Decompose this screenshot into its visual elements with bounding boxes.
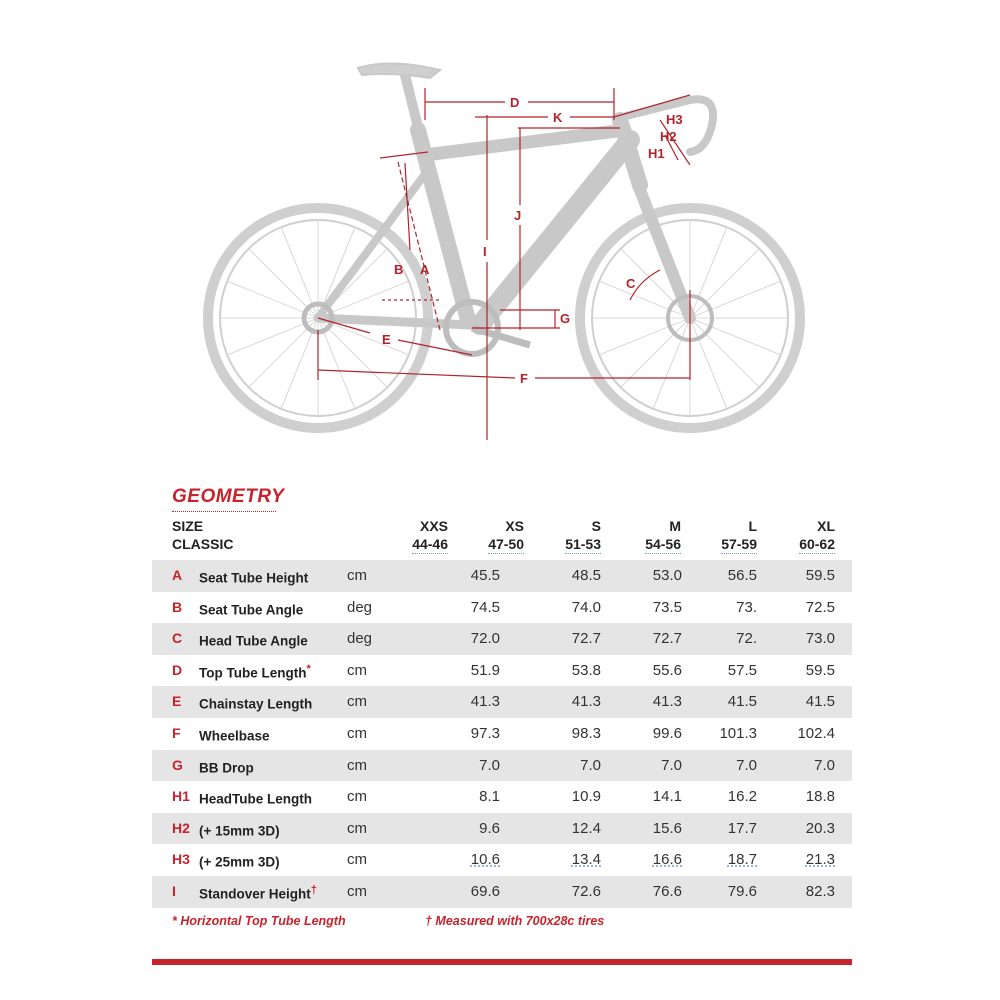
table-row — [152, 592, 852, 624]
value-xl: 102.4 — [797, 724, 835, 742]
row-letter: I — [172, 882, 176, 899]
dim-label-i: I — [483, 244, 487, 259]
row-unit: deg — [347, 630, 373, 648]
value-s: 13.4 — [571, 851, 601, 869]
value-m: 53.0 — [652, 567, 682, 584]
row-name: Standover Height† — [199, 883, 318, 902]
geometry-table — [152, 560, 852, 908]
top-tube — [425, 130, 625, 155]
value-l: 56.5 — [727, 567, 757, 584]
row-name: Seat Tube Height — [199, 570, 309, 586]
value-m: 41.3 — [652, 693, 682, 711]
head-tube — [620, 120, 640, 185]
table-row — [152, 876, 852, 908]
size-name: M — [669, 518, 681, 534]
table-row — [152, 623, 852, 655]
value-s: 74.0 — [571, 598, 601, 616]
dim-label-k: K — [553, 110, 563, 125]
value-s: 12.4 — [571, 819, 601, 837]
title-underline — [172, 511, 276, 512]
value-xs: 51.9 — [470, 661, 500, 679]
row-unit: deg — [347, 598, 373, 616]
size-header — [172, 517, 233, 553]
size-column-xl — [745, 517, 835, 554]
size-column-l — [667, 517, 757, 554]
value-m: 72.7 — [652, 630, 682, 648]
value-l: 101.3 — [719, 724, 757, 742]
value-l: 16.2 — [727, 788, 757, 806]
dim-label-h2: H2 — [660, 129, 677, 144]
value-s: 98.3 — [571, 724, 601, 742]
value-s: 10.9 — [571, 788, 601, 806]
row-unit: cm — [347, 882, 367, 900]
table-row — [152, 718, 852, 750]
bike-geometry-diagram — [0, 0, 1000, 470]
value-xs: 10.6 — [470, 851, 500, 869]
dim-label-d: D — [510, 95, 520, 110]
row-letter: E — [172, 693, 182, 710]
value-xl: 41.5 — [805, 693, 835, 711]
value-m: 73.5 — [652, 598, 682, 616]
size-name: L — [748, 518, 757, 534]
value-xs: 69.6 — [470, 882, 500, 900]
value-xs: 9.6 — [479, 819, 500, 837]
row-name: (+ 25mm 3D) — [199, 854, 280, 870]
value-l: 72. — [736, 630, 757, 648]
dim-label-h3: H3 — [666, 112, 683, 127]
dim-label-j: J — [514, 208, 522, 223]
size-range: 60-62 — [799, 536, 835, 552]
row-unit: cm — [347, 819, 367, 837]
model-label: CLASSIC — [172, 536, 234, 552]
dim-label-g: G — [560, 311, 571, 326]
row-letter: A — [172, 567, 183, 583]
value-xs: 41.3 — [470, 693, 500, 711]
row-letter: H3 — [172, 851, 190, 868]
row-unit: cm — [347, 661, 367, 679]
value-xl: 18.8 — [805, 788, 835, 806]
size-label: SIZE — [172, 518, 204, 534]
row-unit: cm — [347, 756, 367, 774]
value-l: 57.5 — [727, 661, 757, 679]
value-xl: 59.5 — [805, 661, 835, 679]
value-xl: 82.3 — [805, 882, 835, 900]
value-l: 73. — [736, 598, 757, 616]
row-unit: cm — [347, 788, 367, 806]
geometry-title: GEOMETRY — [172, 486, 285, 507]
value-xl: 21.3 — [805, 851, 835, 869]
table-row — [152, 813, 852, 845]
value-m: 76.6 — [652, 882, 682, 900]
value-s: 53.8 — [571, 661, 601, 679]
size-range: 44-46 — [412, 536, 448, 552]
dim-label-a: A — [420, 262, 430, 277]
size-column-s — [511, 517, 601, 554]
size-range: 54-56 — [645, 536, 681, 552]
row-name: Top Tube Length* — [199, 662, 311, 681]
value-m: 7.0 — [661, 756, 682, 774]
row-name: Wheelbase — [199, 728, 270, 744]
value-l: 7.0 — [736, 756, 757, 774]
size-name: XXS — [419, 518, 448, 534]
size-range: 57-59 — [721, 536, 757, 552]
row-letter: H2 — [172, 819, 190, 836]
saddle — [358, 63, 440, 78]
dim-label-c: C — [626, 276, 636, 291]
row-name: HeadTube Length — [199, 791, 312, 807]
row-name: (+ 15mm 3D) — [199, 823, 280, 839]
crank-arm — [472, 328, 530, 345]
row-letter: F — [172, 724, 181, 741]
footer-bar — [152, 959, 852, 965]
row-letter: C — [172, 630, 183, 647]
value-l: 41.5 — [727, 693, 757, 711]
value-xl: 20.3 — [805, 819, 835, 837]
value-xs: 45.5 — [470, 567, 500, 584]
row-unit: cm — [347, 567, 367, 584]
value-xs: 72.0 — [470, 630, 500, 648]
dim-label-e: E — [382, 332, 391, 347]
footnote-standover: † Measured with 700x28c tires — [425, 914, 605, 928]
value-l: 18.7 — [727, 851, 757, 869]
table-row — [152, 844, 852, 876]
footnote-top-tube: * Horizontal Top Tube Length — [172, 914, 346, 928]
row-letter: H1 — [172, 788, 190, 805]
value-s: 72.7 — [571, 630, 601, 648]
row-name: Chainstay Length — [199, 696, 313, 712]
row-name: Seat Tube Angle — [199, 602, 304, 618]
row-name: Head Tube Angle — [199, 633, 308, 649]
value-s: 72.6 — [571, 882, 601, 900]
down-tube — [480, 140, 630, 325]
value-s: 7.0 — [580, 756, 601, 774]
value-xl: 73.0 — [805, 630, 835, 648]
handlebar — [690, 99, 713, 152]
table-row — [152, 750, 852, 782]
size-range: 51-53 — [565, 536, 601, 552]
size-range: 47-50 — [488, 536, 524, 552]
row-letter: B — [172, 598, 183, 615]
size-name: XS — [505, 518, 524, 534]
value-xl: 59.5 — [805, 567, 835, 584]
value-s: 48.5 — [571, 567, 601, 584]
table-row — [152, 686, 852, 718]
size-name: XL — [817, 518, 835, 534]
dim-label-f: F — [520, 371, 528, 386]
row-unit: cm — [347, 724, 367, 742]
bike-illustration — [208, 63, 800, 428]
value-m: 14.1 — [652, 788, 682, 806]
size-name: S — [591, 518, 601, 534]
value-xs: 7.0 — [479, 756, 500, 774]
table-row — [152, 560, 852, 592]
value-m: 99.6 — [652, 724, 682, 742]
row-name: BB Drop — [199, 760, 254, 776]
value-xl: 7.0 — [814, 756, 835, 774]
value-xs: 8.1 — [479, 788, 500, 806]
value-s: 41.3 — [571, 693, 601, 711]
dim-label-b: B — [394, 262, 404, 277]
row-unit: cm — [347, 851, 367, 869]
value-xs: 97.3 — [470, 724, 500, 742]
row-letter: D — [172, 661, 183, 678]
table-row — [152, 655, 852, 687]
value-m: 55.6 — [652, 661, 682, 679]
row-unit: cm — [347, 693, 367, 711]
table-row — [152, 781, 852, 813]
value-xl: 72.5 — [805, 598, 835, 616]
value-xs: 74.5 — [470, 598, 500, 616]
value-l: 17.7 — [727, 819, 757, 837]
value-m: 15.6 — [652, 819, 682, 837]
row-letter: G — [172, 756, 183, 773]
dim-label-h1: H1 — [648, 146, 665, 161]
value-m: 16.6 — [652, 851, 682, 869]
value-l: 79.6 — [727, 882, 757, 900]
